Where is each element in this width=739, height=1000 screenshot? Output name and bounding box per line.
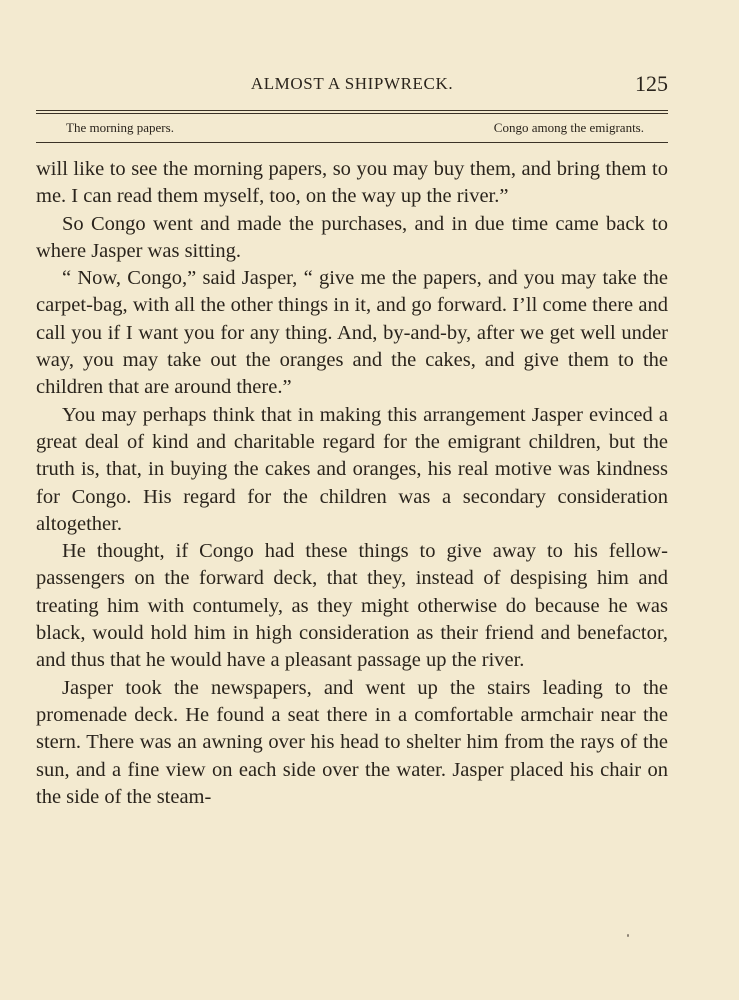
paragraph-2: So Congo went and made the purchases, and in due time came back to where Jasper was sitting.	[36, 212, 668, 262]
paragraph-1: will like to see the morning papers, so you may buy them, and bring them to me. I can read them myself, too, on the way up the river.”	[36, 158, 668, 208]
page-header	[36, 72, 668, 100]
paragraph-3: “ Now, Congo,” said Jasper, “ give me the papers, and you may take the carpet-bag, with all the other things in it, and go forward. I’ll come there and call you if I want you for any thing. And, by-and-by, after we get well under way, you may take out the oranges and the cakes, and give them to the children that are around there.”	[36, 267, 668, 399]
paragraph-4: You may perhaps think that in making this arrangement Jasper evinced a great deal of kind and charitable regard for the emigrant children, but the truth is, that, in buying the cakes and oranges, his real motive was kindness for Congo. His regard for the children was a secondary consideration altogether.	[36, 403, 668, 535]
paragraph-6: Jasper took the newspapers, and went up the stairs leading to the promenade deck. He found a seat there in a comfortable armchair near the stern. There was an awning over his head to shelter him from the rays of the sun, and a fine view on each side over the water. Jasper placed his chair on the side of the steam-	[36, 676, 668, 808]
sidenote-right: Congo among the emigrants.	[493, 120, 644, 135]
body-text	[36, 156, 668, 811]
sidenote-rule	[36, 142, 668, 143]
running-title: ALMOST A SHIPWRECK.	[250, 74, 454, 93]
sidenote-left: The morning papers.	[66, 120, 174, 135]
sidenotes	[66, 120, 644, 138]
page-number: 125	[635, 71, 668, 96]
paragraph-5: He thought, if Congo had these things to give away to his fellow-passengers on the forward deck, that they, instead of despising him and treating him with contumely, as they might otherwise do because he was black, would hold him in high consideration as their friend and benefactor, and thus that he would have a pleasant passage up the river.	[36, 540, 668, 672]
header-rule	[36, 110, 668, 114]
paper-speck	[627, 934, 629, 937]
